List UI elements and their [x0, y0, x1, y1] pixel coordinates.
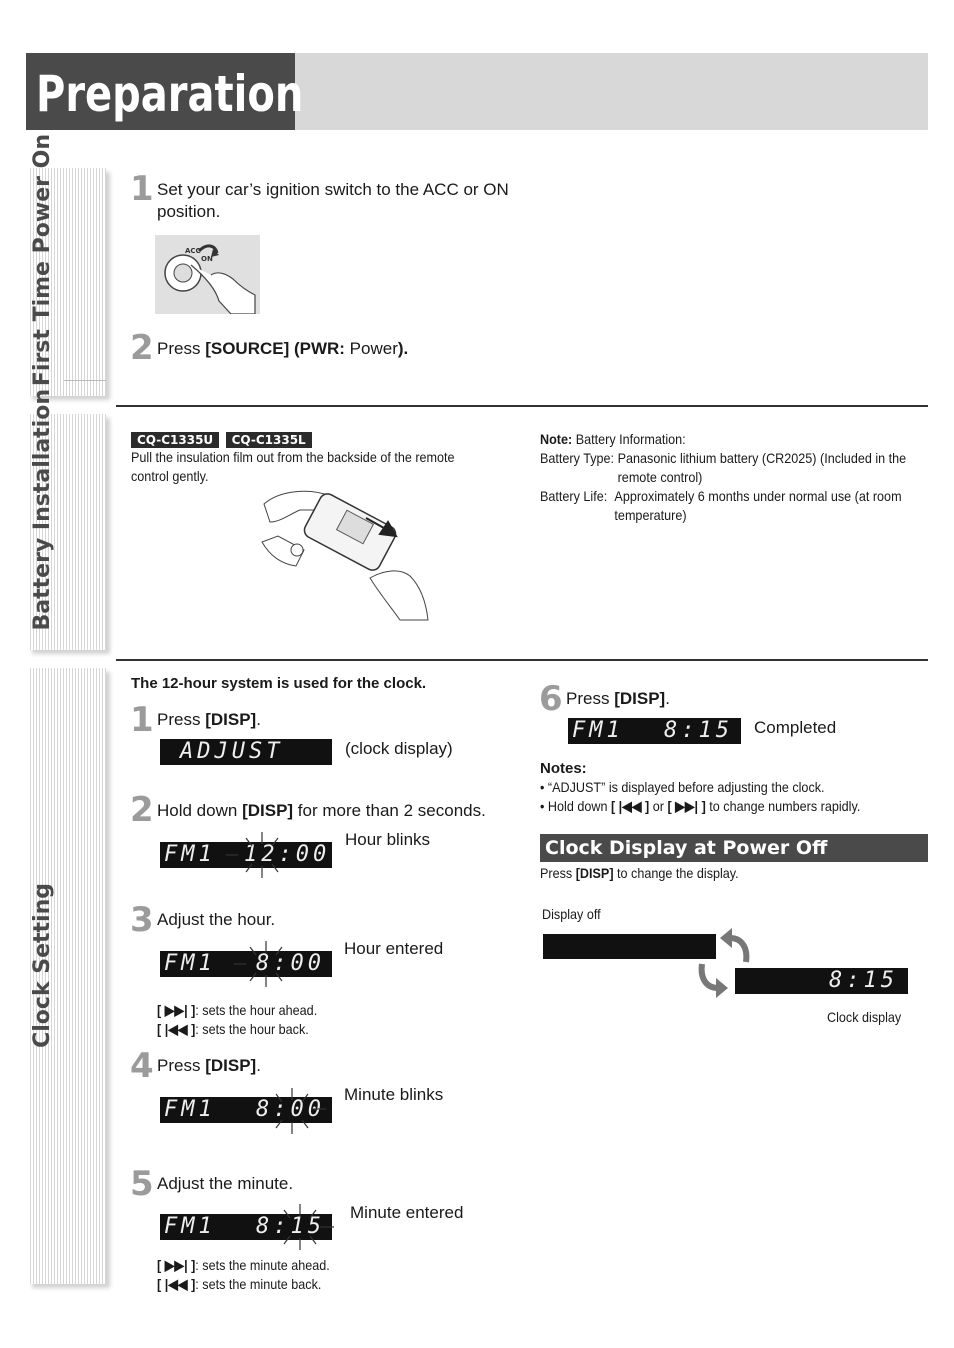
tab-label-battery: Battery Installation: [30, 388, 55, 630]
note-item: • “ADJUST” is displayed before adjusting the clock.: [540, 779, 825, 795]
lcd-adjust: ADJUST: [160, 739, 332, 765]
lcd-time: 8:15: [256, 1214, 325, 1239]
note2-mid: or: [649, 798, 668, 814]
prev-key-label: [ |◀◀ ]: [157, 1276, 196, 1292]
lcd-band: FM1: [164, 1097, 216, 1122]
next-key-label: [ ▶▶| ]: [667, 798, 706, 814]
note2-pre: Hold down: [547, 798, 611, 814]
s1-end: .: [256, 710, 261, 729]
s6-pre: Press: [566, 689, 615, 708]
battery-note: [540, 430, 918, 525]
clock-step4-text: [157, 1055, 261, 1077]
s2-end: for more than 2 seconds.: [293, 801, 486, 820]
ignition-key-icon: [155, 235, 260, 314]
battery-instruction: Pull the insulation film out from the backside of the remote control gently.: [131, 449, 455, 484]
lcd-time: 12:00: [244, 842, 331, 867]
hour-entered-icon: [234, 941, 290, 987]
lcd-completed: [568, 718, 741, 744]
s5-hint-back: [157, 1275, 321, 1294]
disp-button-label: [DISP]: [614, 689, 666, 708]
remote-control-icon: [260, 486, 432, 622]
battery-life-value: Approximately 6 months under normal use (at room temperature): [614, 488, 902, 523]
prev-key-label: [ |◀◀ ]: [157, 1021, 196, 1037]
display-off-label: Display off: [542, 906, 601, 922]
battery-type-value: Panasonic lithium battery (CR2025) (Included in the remote control): [617, 450, 907, 485]
battery-life-row: [540, 487, 918, 525]
step1-text: Set your car’s ignition switch to the ACC or ON position.: [157, 180, 509, 221]
clock-intro: The 12-hour system is used for the clock.: [131, 675, 427, 692]
prev-key-label: [ |◀◀ ]: [610, 798, 650, 814]
hint-ahead: : sets the hour ahead.: [195, 1002, 318, 1018]
s1-pre: Press: [157, 710, 206, 729]
model-badge-u: CQ-C1335U: [131, 432, 219, 448]
s5-caption: Minute entered: [350, 1203, 464, 1222]
s3-hint-ahead: [157, 1001, 317, 1020]
s4-end: .: [256, 1056, 261, 1075]
clock-step5-text: Adjust the minute.: [157, 1174, 294, 1193]
remote-illustration: [260, 486, 432, 622]
tab-label-power-on: First Time Power On: [30, 133, 55, 386]
minute-entered-icon: [272, 1204, 334, 1250]
s3-caption: Hour entered: [344, 939, 444, 958]
clock-display-label: Clock display: [827, 1009, 902, 1025]
s2-caption: Hour blinks: [345, 830, 431, 849]
note1-text: “ADJUST” is displayed before adjusting the clock.: [547, 779, 825, 795]
hint-ahead: : sets the minute ahead.: [195, 1257, 330, 1273]
step2-pre: Press: [157, 339, 206, 358]
step2-text: [157, 338, 408, 360]
disp-button-label: [DISP]: [205, 1056, 257, 1075]
step-number: 6: [539, 679, 563, 719]
tab-first-time-power-on: [28, 133, 106, 396]
tab-label-clock: Clock Setting: [30, 883, 55, 1048]
next-key-label: [ ▶▶| ]: [157, 1257, 196, 1273]
battery-type-row: [540, 449, 918, 487]
clock-step1-text: [157, 709, 261, 731]
s3-hint-back: [157, 1020, 309, 1039]
ignition-illustration: [155, 235, 260, 314]
power-off-instruction: [540, 864, 739, 883]
step2-mid: Power: [344, 339, 398, 358]
s4-caption: Minute blinks: [344, 1085, 444, 1104]
illus-acc-label: ACC: [185, 247, 201, 255]
hint-back: : sets the minute back.: [195, 1276, 322, 1292]
step-number: 1: [130, 169, 154, 209]
page-title: Preparation: [36, 65, 304, 123]
step-number: 5: [130, 1164, 154, 1204]
lcd-clock-display: [735, 968, 908, 994]
next-key-label: [ ▶▶| ]: [157, 1002, 196, 1018]
clock-step6-text: [566, 688, 670, 710]
step-number: 3: [130, 900, 154, 940]
step-number: 2: [130, 790, 154, 830]
step-number: 4: [130, 1046, 154, 1086]
illus-on-label: ON: [201, 255, 213, 263]
step-number: 2: [130, 328, 154, 368]
disp-button-label: [DISP]: [575, 865, 614, 881]
s2-pre: Hold down: [157, 801, 243, 820]
model-badges: [131, 431, 312, 449]
cycle-arrow-down-icon: [694, 962, 732, 998]
disp-button-label: [DISP]: [242, 801, 294, 820]
lcd-band: FM1: [164, 842, 216, 867]
lcd-display-off: [543, 934, 716, 959]
model-badge-l: CQ-C1335L: [226, 432, 312, 448]
hour-blink-icon: [226, 832, 286, 878]
battery-type-label: Battery Type:: [540, 450, 615, 466]
lcd-band: FM1: [164, 951, 216, 976]
note2-end: to change numbers rapidly.: [705, 798, 861, 814]
s4-pre: Press: [157, 1056, 206, 1075]
lcd-time: 8:15: [829, 968, 898, 993]
tab-divider: [64, 380, 106, 381]
clock-step3-text: Adjust the hour.: [157, 910, 276, 929]
s6-end: .: [665, 689, 670, 708]
clock-step2-text: [157, 800, 486, 822]
section-divider: [116, 659, 928, 661]
disp-button-label: [DISP]: [205, 710, 257, 729]
note-text: Battery Information:: [572, 431, 686, 447]
battery-life-label: Battery Life:: [540, 488, 608, 504]
press-pre: Press: [540, 865, 576, 881]
lcd-band: FM1: [164, 1214, 216, 1239]
press-end: to change the display.: [613, 865, 739, 881]
note-line: [540, 430, 918, 449]
lcd-time: 8:00: [256, 1097, 325, 1122]
note-label: Note:: [540, 431, 573, 447]
power-off-heading: Clock Display at Power Off: [540, 834, 928, 862]
s5-hint-ahead: [157, 1256, 330, 1275]
lcd-time: 8:15: [664, 718, 733, 743]
lcd-time: 8:00: [256, 951, 325, 976]
lcd-band: FM1: [572, 718, 624, 743]
note-item: • Hold down [ |◀◀ ] or [ ▶▶| ] to change numbers rapidly.: [540, 798, 861, 814]
tab-clock-setting: [28, 668, 106, 1284]
step2-end: ).: [397, 339, 409, 358]
minute-blink-icon: [268, 1088, 328, 1134]
cycle-arrow-up-icon: [718, 928, 756, 964]
s6-caption: Completed: [754, 718, 837, 737]
step-number: 1: [130, 700, 154, 740]
hint-back: : sets the hour back.: [195, 1021, 309, 1037]
source-button-label: [SOURCE] (PWR:: [205, 339, 345, 358]
notes-title: Notes:: [540, 760, 587, 777]
s1-caption: (clock display): [345, 739, 453, 758]
section-divider: [116, 405, 928, 407]
notes-list: [540, 778, 918, 816]
